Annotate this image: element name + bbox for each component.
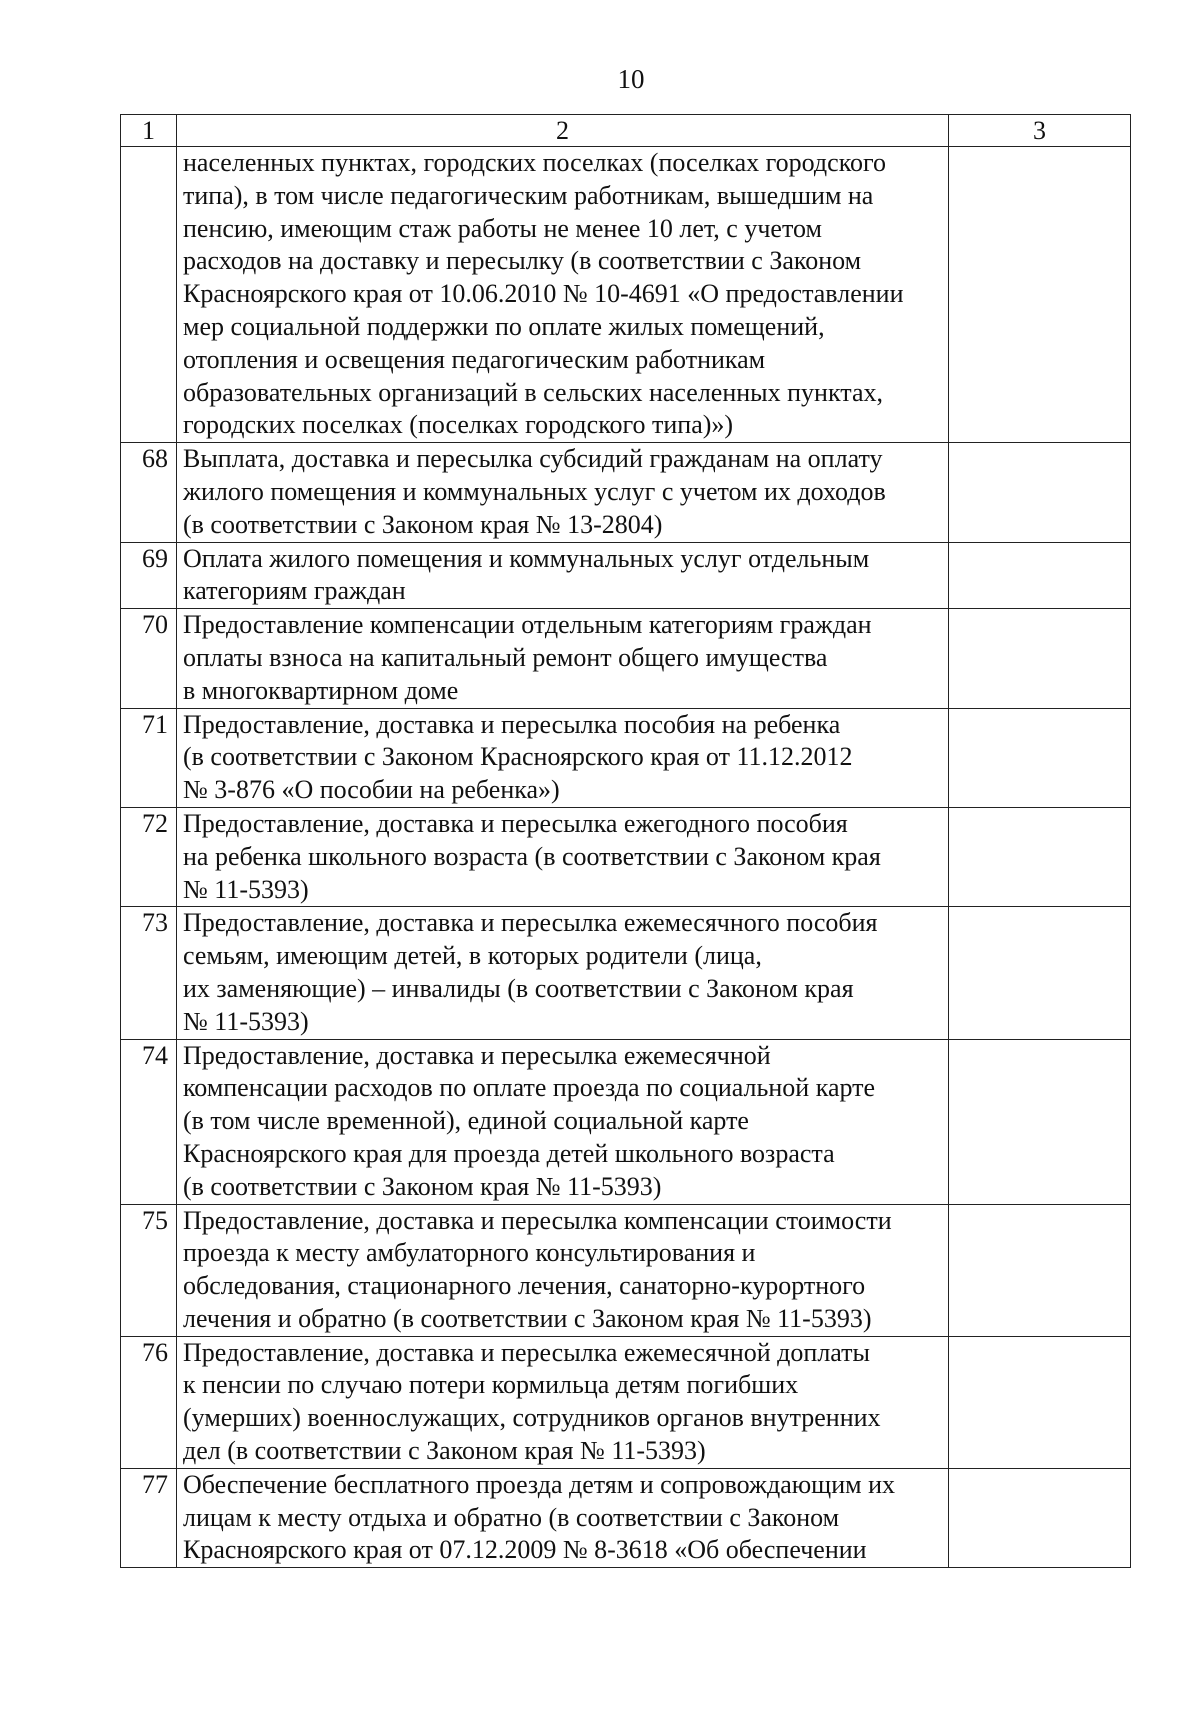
row-number: 75 (121, 1204, 177, 1336)
row-number: 68 (121, 443, 177, 542)
description-line: мер социальной поддержки по оплате жилых помещений, (183, 311, 825, 341)
row-description (177, 443, 949, 542)
row-description (177, 708, 949, 807)
description-line: обследования, стационарного лечения, санаторно-курортного (183, 1271, 866, 1301)
description-line: лицам к месту отдыха и обратно (в соответствии с Законом (183, 1502, 840, 1532)
table-row (121, 1204, 1131, 1336)
table-row (121, 907, 1131, 1039)
description-line: компенсации расходов по оплате проезда по социальной карте (183, 1073, 876, 1103)
description-line: № 11-5393) (183, 874, 309, 904)
description-line: лечения и обратно (в соответствии с Законом края № 11-5393) (183, 1303, 872, 1333)
row-description (177, 542, 949, 609)
description-line: Красноярского края от 10.06.2010 № 10-4691 «О предоставлении (183, 279, 904, 309)
description-line: городских поселках (поселках городского типа)») (183, 410, 734, 440)
description-line: семьям, имеющим детей, в которых родители (лица, (183, 941, 762, 971)
row-col-3 (949, 147, 1131, 443)
table-row (121, 147, 1131, 443)
row-col-3 (949, 1204, 1131, 1336)
row-col-3 (949, 1336, 1131, 1468)
description-line: (в соответствии с Законом края № 11-5393) (183, 1171, 662, 1201)
row-col-3 (949, 443, 1131, 542)
row-number: 70 (121, 609, 177, 708)
description-line: образовательных организаций в сельских населенных пунктах, (183, 377, 883, 407)
description-line: на ребенка школьного возраста (в соответствии с Законом края (183, 841, 881, 871)
row-number: 76 (121, 1336, 177, 1468)
description-line: № 3-876 «О пособии на ребенка») (183, 775, 560, 805)
row-col-3 (949, 907, 1131, 1039)
description-line: Предоставление, доставка и пересылка ежемесячной (183, 1040, 771, 1070)
description-line: (в соответствии с Законом Красноярского края от 11.12.2012 (183, 742, 853, 772)
row-description (177, 807, 949, 906)
row-description (177, 609, 949, 708)
description-line: Выплата, доставка и пересылка субсидий гражданам на оплату (183, 444, 883, 474)
description-line: Предоставление, доставка и пересылка компенсации стоимости (183, 1205, 892, 1235)
row-number: 77 (121, 1468, 177, 1567)
description-line: дел (в соответствии с Законом края № 11-5393) (183, 1436, 706, 1466)
description-line: оплаты взноса на капитальный ремонт общего имущества (183, 642, 828, 672)
row-number: 74 (121, 1039, 177, 1204)
header-col-3: 3 (949, 115, 1131, 147)
row-number: 72 (121, 807, 177, 906)
row-col-3 (949, 609, 1131, 708)
table-header-row (121, 115, 1131, 147)
row-description (177, 907, 949, 1039)
description-line: расходов на доставку и пересылку (в соответствии с Законом (183, 246, 862, 276)
description-line: (в соответствии с Законом края № 13-2804) (183, 509, 663, 539)
description-line: типа), в том числе педагогическим работникам, вышедшим на (183, 180, 874, 210)
row-description (177, 1039, 949, 1204)
row-col-3 (949, 807, 1131, 906)
row-col-3 (949, 542, 1131, 609)
description-line: отопления и освещения педагогическим работникам (183, 344, 766, 374)
description-line: населенных пунктах, городских поселках (поселках городского (183, 148, 887, 177)
row-number (121, 147, 177, 443)
row-col-3 (949, 1468, 1131, 1567)
description-line: категориям граждан (183, 576, 406, 606)
description-line: Предоставление, доставка и пересылка ежемесячного пособия (183, 908, 878, 938)
row-description (177, 1204, 949, 1336)
table-row (121, 1468, 1131, 1567)
description-line: Предоставление, доставка и пересылка ежегодного пособия (183, 808, 848, 838)
row-number: 69 (121, 542, 177, 609)
table-row (121, 807, 1131, 906)
table-row (121, 542, 1131, 609)
description-line: Предоставление, доставка и пересылка пособия на ребенка (183, 709, 841, 739)
table-row (121, 609, 1131, 708)
description-line: Красноярского края для проезда детей школьного возраста (183, 1138, 835, 1168)
table-row (121, 708, 1131, 807)
description-line: (умерших) военнослужащих, сотрудников органов внутренних (183, 1403, 881, 1433)
header-col-1: 1 (121, 115, 177, 147)
row-description (177, 147, 949, 443)
description-line: (в том числе временной), единой социальной карте (183, 1106, 749, 1136)
description-line: Оплата жилого помещения и коммунальных услуг отдельным (183, 543, 870, 573)
row-col-3 (949, 708, 1131, 807)
table-body (121, 115, 1131, 1568)
description-line: их заменяющие) – инвалиды (в соответствии с Законом края (183, 973, 854, 1003)
description-line: Красноярского края от 07.12.2009 № 8-3618 «Об обеспечении (183, 1535, 867, 1565)
appendix-table (120, 114, 1131, 1568)
row-col-3 (949, 1039, 1131, 1204)
description-line: жилого помещения и коммунальных услуг с учетом их доходов (183, 476, 886, 506)
header-col-2: 2 (177, 115, 949, 147)
table-row (121, 1039, 1131, 1204)
row-number: 73 (121, 907, 177, 1039)
description-line: к пенсии по случаю потери кормильца детям погибших (183, 1370, 799, 1400)
row-description (177, 1336, 949, 1468)
description-line: Обеспечение бесплатного проезда детям и сопровождающим их (183, 1469, 895, 1499)
page-number: 10 (617, 64, 645, 94)
table-row (121, 443, 1131, 542)
row-description (177, 1468, 949, 1567)
description-line: в многоквартирном доме (183, 675, 459, 705)
table-row (121, 1336, 1131, 1468)
description-line: пенсию, имеющим стаж работы не менее 10 лет, с учетом (183, 213, 822, 243)
description-line: № 11-5393) (183, 1006, 309, 1036)
row-number: 71 (121, 708, 177, 807)
description-line: Предоставление компенсации отдельным категориям граждан (183, 610, 872, 640)
description-line: проезда к месту амбулаторного консультирования и (183, 1238, 756, 1268)
description-line: Предоставление, доставка и пересылка ежемесячной доплаты (183, 1337, 870, 1367)
